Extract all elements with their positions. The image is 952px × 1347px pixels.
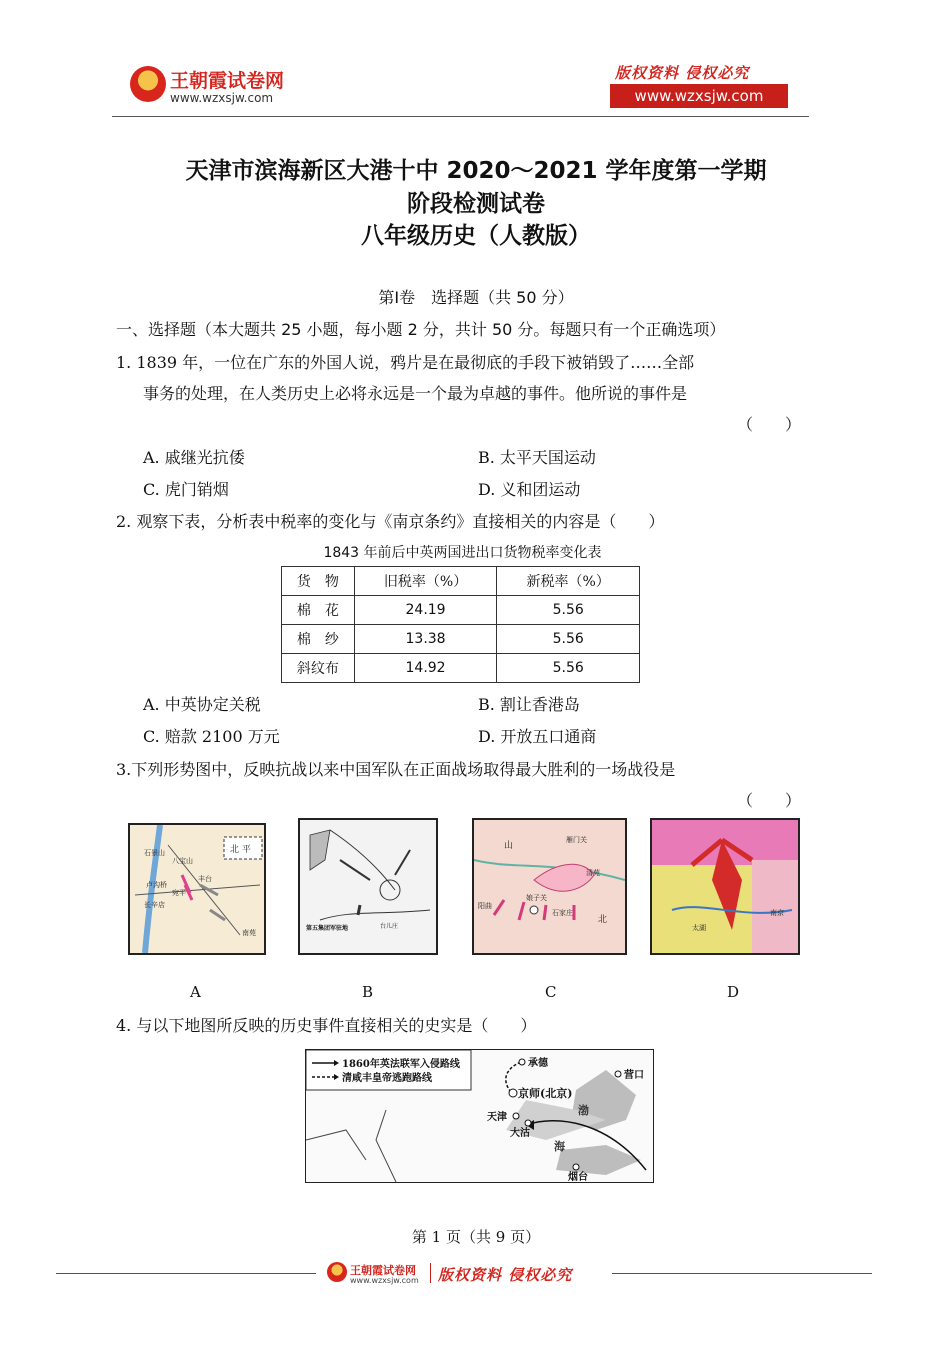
legend-escape: 清咸丰皇帝逃跑路线 [342,1073,432,1084]
table-row [282,625,640,654]
footer-divider-right [612,1273,872,1274]
map-a-label: 丰台 [198,875,212,883]
map-label-hai: 海 [554,1140,565,1153]
map-a-label: 北 平 [230,845,251,855]
table-cell: 13.38 [354,625,497,654]
page-number: 第 1 页（共 9 页） [411,1228,541,1246]
q1-line2: 事务的处理，在人类历史上必将永远是一个最为卓越的事件。他所说的事件是 [143,384,688,403]
tax-table [281,566,640,683]
map-c-label: 山 [504,841,514,851]
title-line1: 天津市滨海新区大港十中 2020～2021 学年度第一学期 [185,158,767,184]
map-label-chengde: 承德 [528,1058,548,1069]
map-c-label: 娘子关 [526,894,547,902]
table-header-row [282,567,640,596]
q3-paren: （ ） [737,791,802,810]
q4-stem: 4. 与以下地图所反映的历史事件直接相关的史实是（ ） [116,1016,537,1035]
map-b-label: 台儿庄 [380,923,399,930]
q1-option-a: A. 戚继光抗倭 [143,448,245,467]
header-divider [112,116,809,117]
table-header-cell: 旧税率（%） [354,567,497,596]
q1-line1: 1. 1839 年，一位在广东的外国人说，鸦片是在最彻底的手段下被销毁了……全部 [116,353,695,372]
map-a-label: 石景山 [144,849,165,857]
table-cell: 棉 花 [282,596,355,625]
footer-brand: 王朝霞试卷网 [350,1264,416,1277]
map-label-dagu: 大沽 [510,1128,530,1139]
legend-invasion: 1860年英法联军入侵路线 [342,1059,460,1070]
title-line3: 八年级历史（人教版） [361,223,591,249]
header-url-box: www.wzxsjw.com [610,84,788,108]
map-label-c: C [545,983,557,1001]
footer-separator [430,1263,431,1283]
header-copyright: 版权资料 侵权必究 [615,64,750,82]
map-c-label: 雁门关 [566,836,587,844]
map-a-label: 宛平 [172,889,186,897]
battle-map-c [472,818,627,955]
map-c-label: 石家庄 [552,909,573,917]
map-label-bo: 渤 [578,1104,589,1117]
title-line2: 阶段检测试卷 [407,191,545,217]
table-cell: 斜纹布 [282,654,355,683]
map-a-label: 长辛店 [144,901,165,909]
header-url: www.wzxsjw.com [170,91,274,105]
map-c-label: 北 [598,915,608,925]
table-row [282,654,640,683]
battle-map-d [650,818,800,955]
battle-map-a [128,823,266,955]
map-c-label: 阳曲 [478,902,492,910]
table-cell: 5.56 [497,654,640,683]
table-row [282,596,640,625]
map-a-label: 卢沟桥 [146,881,167,889]
q2-option-a: A. 中英协定关税 [143,695,261,714]
map-label-d: D [727,983,740,1001]
map-d-label: 南京 [770,909,784,917]
q2-stem: 2. 观察下表，分析表中税率的变化与《南京条约》直接相关的内容是（ ） [116,512,665,531]
map-b-label: 第五集团军驻地 [306,925,349,932]
footer-url: www.wzxsjw.com [350,1276,419,1285]
map-c-label: 清苑 [586,869,600,877]
map-a-label: 八宝山 [172,857,193,865]
map-label-yingkou: 营口 [624,1070,644,1081]
footer-copyright: 版权资料 侵权必究 [438,1266,573,1284]
section-instruction: 一、选择题（本大题共 25 小题，每小题 2 分，共计 50 分。每题只有一个正确选项） [116,320,726,339]
q1-option-c: C. 虎门销烟 [143,480,229,499]
q2-option-d: D. 开放五口通商 [478,727,597,746]
table-cell: 5.56 [497,625,640,654]
header-brand: 王朝霞试卷网 [170,70,285,92]
table-cell: 5.56 [497,596,640,625]
invasion-map [305,1049,654,1183]
q2-option-c: C. 赔款 2100 万元 [143,727,280,746]
map-d-label: 太湖 [692,924,706,932]
q1-paren: （ ） [737,415,802,434]
footer-logo-icon [327,1262,347,1282]
map-label-jingshi: 京师(北京) [518,1087,573,1100]
table-cell: 24.19 [354,596,497,625]
table-cell: 棉 纱 [282,625,355,654]
footer-divider-left [56,1273,316,1274]
map-label-a: A [190,983,201,1001]
battle-map-b [298,818,438,955]
map-label-yantai: 烟台 [568,1172,588,1182]
q3-stem: 3.下列形势图中，反映抗战以来中国军队在正面战场取得最大胜利的一场战役是 [116,760,676,779]
tax-table-title: 1843 年前后中英两国进出口货物税率变化表 [323,545,602,561]
logo-icon [130,66,166,102]
map-label-tianjin: 天津 [487,1112,507,1123]
q2-option-b: B. 割让香港岛 [478,695,580,714]
map-label-b: B [362,983,374,1001]
q1-option-b: B. 太平天国运动 [478,448,596,467]
q1-option-d: D. 义和团运动 [478,480,581,499]
section-heading: 第Ⅰ卷 选择题（共 50 分） [378,288,574,307]
map-a-label: 南苑 [242,929,256,937]
table-header-cell: 货 物 [282,567,355,596]
table-cell: 14.92 [354,654,497,683]
table-header-cell: 新税率（%） [497,567,640,596]
